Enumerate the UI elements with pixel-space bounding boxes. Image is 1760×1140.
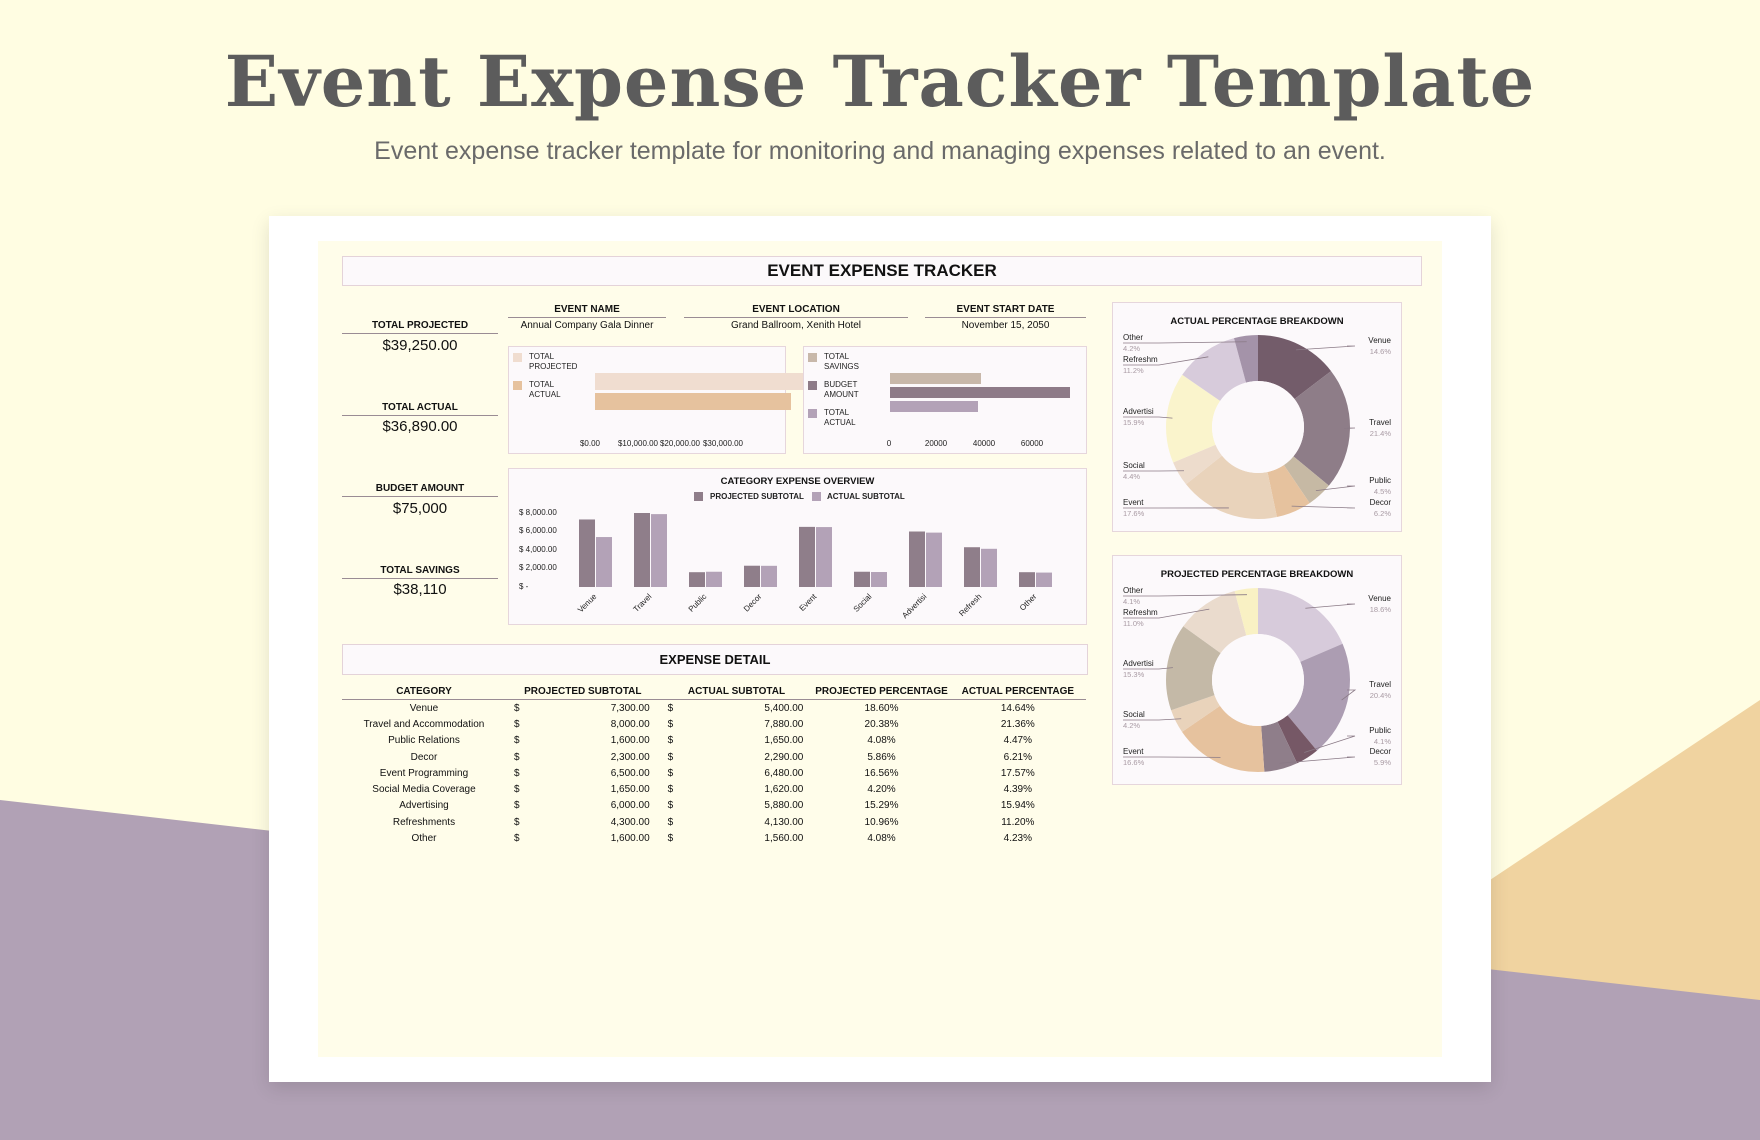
category-tick-label: Advertisi (900, 592, 929, 621)
bar (1019, 572, 1035, 587)
projected-percentage-cell: 18.60% (864, 702, 899, 714)
projected-percentage-cell: 16.56% (864, 767, 899, 779)
legend-swatch-total-actual (513, 381, 522, 390)
slice-value: 21.4% (1369, 429, 1391, 438)
slice-label: Public (1369, 726, 1391, 735)
table-row (342, 798, 1086, 814)
summary-label-total-actual: TOTAL ACTUAL (342, 402, 498, 416)
slice-label: Event (1123, 498, 1144, 507)
category-cell: Decor (410, 751, 438, 763)
legend-label-total-actual: TOTAL ACTUAL (529, 380, 561, 399)
slice-label: Refreshm (1123, 608, 1158, 617)
legend-swatch-total-projected (513, 353, 522, 362)
table-row (342, 700, 1086, 717)
y-tick: $ 6,000.00 (519, 526, 557, 535)
bar (816, 527, 832, 587)
bar (706, 572, 722, 587)
category-tick-label: Venue (575, 592, 599, 615)
category-tick-label: Event (797, 592, 819, 613)
c3-plot (509, 469, 1086, 624)
legend-label-total-projected: TOTAL PROJECTED (529, 352, 578, 371)
bar (1036, 573, 1052, 587)
legend-swatch-total-actual-2 (808, 409, 817, 418)
slice-label: Social (1123, 710, 1145, 719)
slice-value: 18.6% (1369, 605, 1391, 614)
currency-cell: $ (667, 718, 674, 730)
currency-cell: $ (513, 718, 520, 730)
projected-subtotal-cell: 2,300.00 (610, 751, 650, 763)
slice-value: 16.6% (1123, 758, 1145, 767)
table-row (342, 781, 1086, 797)
y-tick: $ 8,000.00 (519, 508, 557, 517)
page-subtitle: Event expense tracker template for monitoring and managing expenses related to an event. (374, 137, 1386, 165)
projected-subtotal-cell: 1,600.00 (610, 735, 650, 747)
bar (926, 533, 942, 587)
bar (634, 513, 650, 587)
projected-vs-actual-chart (508, 346, 786, 454)
event-location-value: Grand Ballroom, Xenith Hotel (730, 320, 862, 331)
expense-detail-table (342, 683, 1086, 847)
bar (964, 547, 980, 587)
table-row (342, 830, 1086, 846)
slice-value: 4.4% (1123, 472, 1141, 481)
projected-percentage-cell: 4.08% (867, 735, 896, 747)
actual-subtotal-cell: 6,480.00 (764, 767, 804, 779)
legend-label-budget-amount: BUDGET AMOUNT (824, 380, 859, 399)
x-tick: $20,000.00 (659, 439, 701, 448)
actual-percentage-cell: 15.94% (1000, 800, 1035, 812)
bar (981, 549, 997, 587)
tracker-title: EVENT EXPENSE TRACKER (342, 256, 1422, 286)
actual-percentage-cell: 11.20% (1001, 816, 1035, 828)
category-cell: Refreshments (392, 816, 456, 828)
slice-label: Other (1123, 586, 1144, 595)
category-cell: Other (411, 833, 437, 845)
actual-percentage-cell: 4.23% (1003, 833, 1032, 845)
actual-subtotal-cell: 7,880.00 (764, 718, 804, 730)
currency-cell: $ (667, 702, 674, 714)
legend-label-total-savings: TOTAL SAVINGS (824, 352, 859, 371)
category-cell: Travel and Accommodation (363, 718, 485, 730)
projected-subtotal-cell: 4,300.00 (610, 816, 650, 828)
slice-label: Social (1123, 461, 1145, 470)
slice-value: 4.2% (1123, 344, 1141, 353)
slice-value: 11.2% (1123, 366, 1144, 375)
chart-title: PROJECTED PERCENTAGE BREAKDOWN (1160, 569, 1354, 580)
category-cell: Venue (409, 702, 439, 714)
bar (744, 566, 760, 587)
currency-cell: $ (667, 767, 674, 779)
projected-percentage-cell: 20.38% (864, 718, 899, 730)
currency-cell: $ (667, 816, 674, 828)
slice-value: 20.4% (1369, 691, 1391, 700)
bar (871, 572, 887, 587)
slice-value: 4.1% (1123, 597, 1141, 606)
currency-cell: $ (667, 784, 674, 796)
category-tick-label: Travel (631, 592, 654, 614)
projected-subtotal-cell: 1,650.00 (610, 784, 650, 796)
chart-title: CATEGORY EXPENSE OVERVIEW (720, 476, 875, 487)
bar (761, 566, 777, 587)
table-body (342, 700, 1086, 847)
pie2-plot (1113, 556, 1401, 784)
slice-value: 5.9% (1373, 758, 1391, 767)
slice-value: 14.6% (1369, 347, 1391, 356)
summary-label-total-projected: TOTAL PROJECTED (342, 320, 498, 334)
table-row (342, 814, 1086, 830)
y-tick: $ - (519, 582, 529, 591)
bar (909, 532, 925, 588)
currency-cell: $ (513, 767, 520, 779)
category-cell: Advertising (399, 800, 449, 812)
projected-subtotal-cell: 1,600.00 (610, 833, 650, 845)
projected-subtotal-cell: 8,000.00 (610, 718, 650, 730)
x-tick: $30,000.00 (702, 439, 744, 448)
x-tick: 0 (886, 439, 892, 448)
actual-subtotal-cell: 1,650.00 (764, 735, 804, 747)
category-tick-label: Other (1017, 592, 1039, 613)
category-expense-chart (508, 468, 1087, 625)
bar (689, 572, 705, 587)
slice-value: 15.9% (1123, 418, 1145, 427)
category-cell: Event Programming (379, 767, 469, 779)
category-tick-label: Social (851, 592, 874, 614)
projected-percentage-cell: 15.29% (864, 800, 899, 812)
bar (854, 572, 870, 587)
slice-value: 17.6% (1123, 509, 1145, 518)
actual-percentage-cell: 21.36% (1000, 718, 1035, 730)
donut-hole (1212, 381, 1304, 473)
actual-breakdown-chart (1112, 302, 1402, 532)
summary-value-total-projected: $39,250.00 (382, 337, 458, 354)
projected-percentage-cell: 5.86% (867, 751, 896, 763)
slice-value: 15.3% (1123, 670, 1145, 679)
slice-label: Travel (1369, 418, 1391, 427)
summary-value-total-savings: $38,110 (393, 581, 447, 598)
legend-swatch-total-savings (808, 353, 817, 362)
currency-cell: $ (513, 816, 520, 828)
actual-subtotal-cell: 2,290.00 (764, 751, 804, 763)
legend-swatch-budget-amount (808, 381, 817, 390)
summary-label-total-savings: TOTAL SAVINGS (342, 565, 498, 579)
projected-subtotal-cell: 7,300.00 (610, 702, 650, 714)
currency-cell: $ (667, 751, 674, 763)
x-tick: $0.00 (579, 439, 601, 448)
event-start-date-value: November 15, 2050 (961, 320, 1050, 331)
currency-cell: $ (667, 735, 674, 747)
summary-label-budget-amount: BUDGET AMOUNT (342, 483, 498, 497)
slice-label: Refreshm (1123, 355, 1158, 364)
actual-percentage-cell: 6.21% (1003, 751, 1032, 763)
category-tick-label: Public (686, 592, 709, 614)
slice-label: Venue (1368, 594, 1391, 603)
projected-subtotal-cell: 6,000.00 (610, 800, 650, 812)
x-tick: 20000 (924, 439, 948, 448)
x-tick: $10,000.00 (617, 439, 659, 448)
projected-percentage-cell: 10.96% (864, 816, 899, 828)
legend-label-projected: PROJECTED SUBTOTAL (710, 492, 804, 501)
budget-chart (803, 346, 1087, 454)
slice-label: Event (1123, 747, 1144, 756)
actual-percentage-cell: 4.39% (1003, 784, 1032, 796)
y-tick: $ 2,000.00 (519, 563, 557, 572)
actual-percentage-cell: 14.64% (1000, 702, 1035, 714)
bar (890, 401, 978, 412)
category-tick-label: Decor (741, 592, 764, 614)
summary-value-budget-amount: $75,000 (392, 500, 448, 517)
category-cell: Public Relations (388, 735, 460, 747)
event-name-label: EVENT NAME (508, 304, 666, 318)
slice-label: Travel (1369, 680, 1391, 689)
category-tick-label: Refresh (957, 592, 984, 619)
header-actual-subtotal: ACTUAL SUBTOTAL (660, 683, 814, 700)
slice-label: Advertisi (1123, 659, 1154, 668)
currency-cell: $ (513, 784, 520, 796)
actual-subtotal-cell: 1,560.00 (764, 833, 804, 845)
bar (596, 537, 612, 587)
legend-label-actual: ACTUAL SUBTOTAL (827, 492, 905, 501)
projected-percentage-cell: 4.08% (867, 833, 896, 845)
bar (890, 373, 981, 384)
currency-cell: $ (667, 833, 674, 845)
table-header-row (342, 683, 1086, 700)
bar (579, 519, 595, 587)
slice-value: 6.2% (1373, 509, 1391, 518)
slice-value: 4.5% (1373, 487, 1391, 496)
bar (595, 373, 804, 390)
table-row (342, 749, 1086, 765)
actual-percentage-cell: 4.47% (1003, 735, 1032, 747)
event-start-date-label: EVENT START DATE (925, 304, 1086, 318)
currency-cell: $ (513, 800, 520, 812)
actual-percentage-cell: 17.57% (1000, 767, 1035, 779)
header-category: CATEGORY (342, 683, 506, 700)
actual-subtotal-cell: 1,620.00 (764, 784, 804, 796)
bar (799, 527, 815, 587)
slice-label: Venue (1368, 336, 1391, 345)
currency-cell: $ (667, 800, 674, 812)
table-row (342, 765, 1086, 781)
category-cell: Social Media Coverage (372, 784, 476, 796)
c2-plot (890, 373, 1072, 413)
currency-cell: $ (513, 833, 520, 845)
currency-cell: $ (513, 751, 520, 763)
slice-value: 11.0% (1123, 619, 1144, 628)
projected-percentage-cell: 4.20% (867, 784, 896, 796)
bar (651, 514, 667, 587)
x-tick: 60000 (1020, 439, 1044, 448)
slice-label: Other (1123, 333, 1144, 342)
summary-value-total-actual: $36,890.00 (382, 418, 458, 435)
bar (595, 393, 791, 410)
actual-subtotal-cell: 5,400.00 (764, 702, 804, 714)
slice-value: 4.2% (1123, 721, 1141, 730)
header-actual-percentage: ACTUAL PERCENTAGE (950, 683, 1086, 700)
c1-plot (595, 373, 765, 413)
currency-cell: $ (513, 735, 520, 747)
slice-label: Decor (1369, 747, 1391, 756)
chart-title: ACTUAL PERCENTAGE BREAKDOWN (1170, 316, 1344, 327)
header-projected-percentage: PROJECTED PERCENTAGE (813, 683, 949, 700)
slice-value: 4.1% (1373, 737, 1391, 746)
slice-label: Advertisi (1123, 407, 1154, 416)
slice-label: Decor (1369, 498, 1391, 507)
actual-subtotal-cell: 5,880.00 (764, 800, 804, 812)
pie1-plot (1113, 303, 1401, 531)
donut-hole (1212, 634, 1304, 726)
expense-detail-title: EXPENSE DETAIL (342, 644, 1088, 675)
slice-label: Public (1369, 476, 1391, 485)
bar (890, 387, 1070, 398)
projected-breakdown-chart (1112, 555, 1402, 785)
event-location-label: EVENT LOCATION (684, 304, 908, 318)
event-name-value: Annual Company Gala Dinner (520, 320, 654, 331)
projected-subtotal-cell: 6,500.00 (610, 767, 650, 779)
header-projected-subtotal: PROJECTED SUBTOTAL (506, 683, 660, 700)
table-row (342, 716, 1086, 732)
table-row (342, 733, 1086, 749)
currency-cell: $ (513, 702, 520, 714)
page-title: Event Expense Tracker Template (224, 40, 1536, 123)
actual-subtotal-cell: 4,130.00 (764, 816, 804, 828)
x-tick: 40000 (972, 439, 996, 448)
y-tick: $ 4,000.00 (519, 545, 557, 554)
legend-label-total-actual-2: TOTAL ACTUAL (824, 408, 856, 427)
